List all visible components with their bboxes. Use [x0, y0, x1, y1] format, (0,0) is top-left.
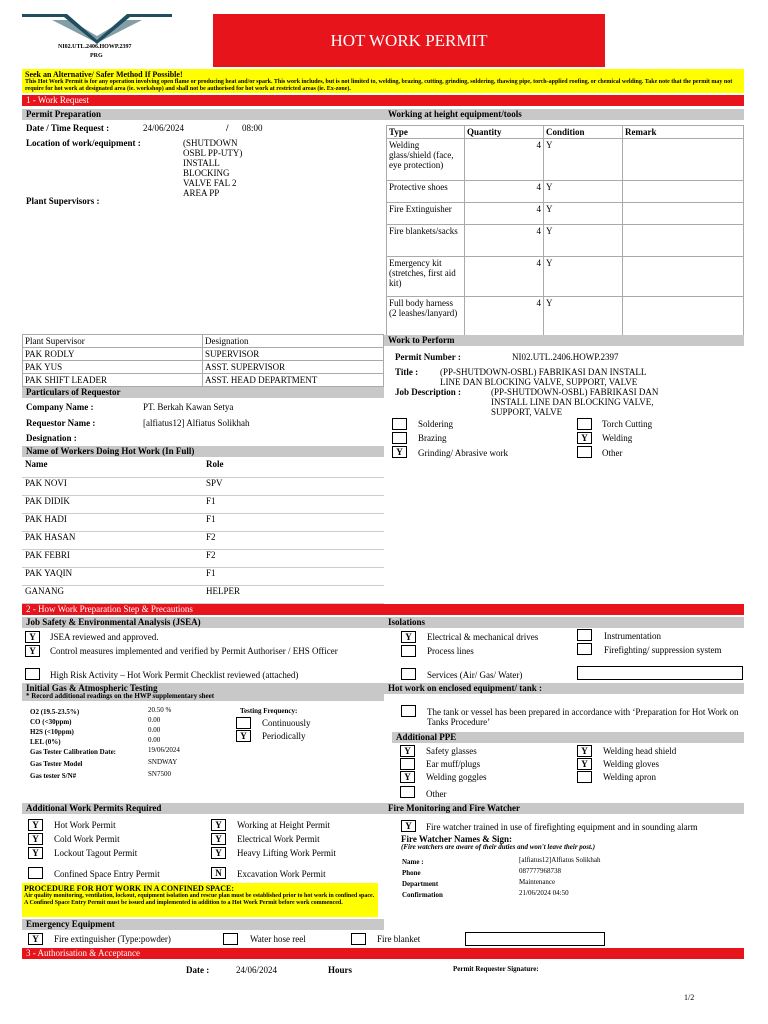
enclosed-header: Hot work on enclosed equipment/ tank : [384, 683, 744, 694]
continuously-label: Continuously [262, 718, 311, 728]
water-hose-label: Water hose reel [250, 934, 306, 944]
jsea-reviewed-label: JSEA reviewed and approved. [50, 632, 159, 642]
notice-body: This Hot Work Permit is for any operation involving open flame or producing heat and/or spark. This work includes, but is not limited to, welding, brazing, cutting, grinding, soldering, thawing pipe, torch-applied roofing, or chemical welding. Take note that the permit may not require for hot work at designated area (ie. workshop) and shall not be authorised for hot work at restricted areas (ie. Ex-zone). [25, 79, 733, 92]
jsea-header: Job Safety & Environmental Analysis (JSEA) [22, 617, 384, 628]
welding-apron-checkbox[interactable] [577, 771, 592, 783]
fire-watcher-details [402, 856, 742, 900]
electrical-permit-checkbox[interactable]: Y [211, 833, 226, 845]
table-row: PAK FEBRI F2 [22, 549, 384, 567]
table-row: Fire blankets/sacks 4 Y [387, 225, 744, 257]
electrical-permit-label: Electrical Work Permit [237, 834, 320, 844]
fire-watcher-names-title: Fire Watcher Names & Sign: [401, 834, 512, 844]
welding-head-shield-checkbox[interactable]: Y [577, 745, 592, 757]
doc-number: NI02.UTL.2406.HOWP.2397 [58, 44, 132, 50]
welding-goggles-checkbox[interactable]: Y [400, 771, 415, 783]
safety-notice [22, 69, 744, 93]
table-row: Full body harness (2 leashes/lanyard) 4 Y [387, 297, 744, 337]
electrical-isolation-checkbox[interactable]: Y [401, 631, 416, 643]
designation-label: Designation : [26, 433, 77, 443]
fire-watcher-trained-label: Fire watcher trained in use of firefighting equipment and in sounding alarm [426, 822, 698, 832]
requestor-name-label: Requestor Name : [26, 418, 96, 428]
heavy-lifting-permit-checkbox[interactable]: Y [211, 847, 226, 859]
excavation-permit-checkbox[interactable]: N [211, 867, 226, 879]
soldering-checkbox[interactable] [392, 418, 407, 430]
fire-blanket-checkbox[interactable] [351, 933, 366, 945]
permits-header: Additional Work Permits Required [22, 803, 384, 814]
col-remark: Remark [623, 126, 744, 139]
gas-row: H2S (<10ppm) 0.00 [30, 726, 161, 736]
location-value: (SHUTDOWN OSBL PP-UTY) INSTALL BLOCKING VALVE FAL 2 AREA PP [183, 138, 243, 198]
company-label: Company Name : [26, 402, 94, 412]
page-number: 1/2 [684, 993, 695, 1002]
soldering-label: Soldering [418, 419, 453, 429]
welding-apron-label: Welding apron [603, 772, 657, 782]
control-measures-checkbox[interactable]: Y [25, 645, 40, 657]
table-row: Welding glass/shield (face, eye protection) 4 Y [387, 139, 744, 181]
lockout-permit-checkbox[interactable]: Y [28, 847, 43, 859]
jsea-reviewed-checkbox[interactable]: Y [25, 631, 40, 643]
firefighting-system-label: Firefighting/ suppression system [604, 645, 722, 655]
continuously-checkbox[interactable] [236, 717, 251, 729]
other-ppe-label: Other [426, 789, 447, 799]
job-description-value: (PP-SHUTDOWN-OSBL) FABRIKASI DAN INSTALL LINE DAN BLOCKING VALVE, SUPPORT, VALVE [491, 387, 659, 417]
gas-row: CO (<30ppm) 0.00 [30, 716, 161, 726]
cold-work-permit-checkbox[interactable]: Y [28, 833, 43, 845]
company-logo [22, 14, 172, 44]
location-label: Location of work/equipment : [26, 138, 141, 148]
workers-header: Name of Workers Doing Hot Work (In Full) [22, 446, 384, 457]
date-value: 24/06/2024 [143, 123, 185, 133]
other-work-checkbox[interactable] [577, 446, 592, 458]
isolations-header: Isolations [384, 617, 744, 628]
gas-row: Gas tester S/N# SN7500 [30, 770, 171, 780]
safety-glasses-checkbox[interactable]: Y [400, 745, 415, 757]
fire-watcher-trained-checkbox[interactable]: Y [401, 820, 416, 832]
process-lines-checkbox[interactable] [401, 645, 416, 657]
lockout-permit-label: Lockout Tagout Permit [54, 848, 138, 858]
table-row: Emergency kit (stretches, first aid kit) 4 Y [387, 257, 744, 297]
permit-preparation-header: Permit Preparation [22, 109, 384, 120]
working-height-permit-checkbox[interactable]: Y [211, 819, 226, 831]
periodically-checkbox[interactable]: Y [236, 730, 251, 742]
other-work-label: Other [602, 448, 623, 458]
checklist-checkbox[interactable] [25, 668, 40, 680]
fire-monitoring-header: Fire Monitoring and Fire Watcher [384, 803, 744, 814]
detail-row: Confirmation 21/06/2024 04:50 [402, 889, 569, 899]
table-row: PAK HADI F1 [22, 513, 384, 531]
gas-testing-header: Initial Gas & Atmospheric Testing * Record additional readings on the HWP supplementary sheet [22, 683, 384, 701]
section-3-header: 3 - Authorisation & Acceptance [22, 948, 744, 959]
tank-prepared-checkbox[interactable] [401, 705, 416, 717]
gas-row: Gas Tester Model SNDWAY [30, 758, 178, 768]
table-row: PAK DIDIK F1 [22, 495, 384, 513]
fire-extinguisher-label: Fire extinguisher (Type:powder) [54, 934, 171, 944]
gas-row: LEL (0%) 0.00 [30, 736, 161, 746]
table-row: PAK HASAN F2 [22, 531, 384, 549]
table-row: Fire Extinguisher 4 Y [387, 203, 744, 225]
detail-row: Name : [alfiatus12]Alfiatus Solikhah [402, 856, 601, 866]
grinding-checkbox[interactable]: Y [392, 446, 407, 458]
torch-cutting-label: Torch Cutting [602, 419, 653, 429]
services-label: Services (Air/ Gas/ Water) [427, 670, 523, 680]
tank-prepared-label: The tank or vessel has been prepared in accordance with ‘Preparation for Hot Work on Tanks Procedure’ [427, 707, 739, 727]
table-row: PAK NOVI SPV [22, 477, 384, 495]
welding-gloves-label: Welding gloves [603, 759, 660, 769]
grinding-label: Grinding/ Abrasive work [418, 448, 508, 458]
checklist-label: High Risk Activity – Hot Work Permit Checklist reviewed (attached) [50, 670, 299, 680]
ear-muff-label: Ear muff/plugs [426, 759, 481, 769]
time-value: 08:00 [242, 123, 263, 133]
auth-date-label: Date : [186, 965, 210, 975]
gas-row: Gas Tester Calibration Date: 19/06/2024 [30, 746, 180, 756]
requestor-header: Particulars of Requestor [22, 387, 384, 398]
permit-number-value: NI02.UTL.2406.HOWP.2397 [512, 352, 619, 362]
firefighting-system-checkbox[interactable] [577, 643, 592, 655]
heavy-lifting-permit-label: Heavy Lifting Work Permit [237, 848, 336, 858]
plant-supervisors-label: Plant Supervisors : [26, 196, 100, 206]
requester-signature-label: Permit Requester Signature: [453, 965, 539, 973]
process-lines-label: Process lines [427, 646, 474, 656]
gas-readings [30, 706, 210, 782]
auth-hours-label: Hours [328, 965, 353, 975]
col-quantity: Quantity [465, 126, 544, 139]
confined-space-procedure: PROCEDURE FOR HOT WORK IN A CONFINED SPACE: Air quality monitoring, ventilation, lockout, equipment isolation and rescue plan must be established prior to hot work in confined space. A Confined Space Entry Permit must be issued and implemented in addition to a Hot Work Permit before work commenced. [22, 883, 378, 917]
equipment-table [386, 125, 744, 337]
work-title-label: Title : [395, 367, 419, 377]
work-title-value: (PP-SHUTDOWN-OSBL) FABRIKASI DAN INSTALL LINE DAN BLOCKING VALVE, SUPPORT, VALVE [440, 367, 647, 387]
page-title: HOT WORK PERMIT [213, 14, 605, 67]
safety-glasses-label: Safety glasses [426, 746, 477, 756]
fire-watcher-note: (Fire watchers are aware of their duties and won't leave their post.) [401, 843, 596, 851]
section-1-header: 1 - Work Request [22, 95, 744, 106]
detail-row: Department Maintenance [402, 878, 556, 888]
ear-muff-checkbox[interactable] [400, 758, 415, 770]
services-checkbox[interactable] [401, 668, 416, 680]
section-2-header: 2 - How Work Preparation Step & Precautions [22, 604, 744, 615]
table-row: PAK YUS ASST. SUPERVISOR [23, 361, 384, 374]
brazing-checkbox[interactable] [392, 432, 407, 444]
welding-head-shield-label: Welding head shield [603, 746, 677, 756]
notice-heading: Seek an Alternative/ Safer Method If Possible! [25, 70, 183, 79]
periodically-label: Periodically [262, 731, 306, 741]
hot-work-permit-checkbox[interactable]: Y [28, 819, 43, 831]
ppe-header: Additional PPE [392, 732, 744, 743]
instrumentation-checkbox[interactable] [577, 629, 592, 641]
col-type: Type [387, 126, 465, 139]
company-value: PT. Berkah Kawan Setya [143, 402, 234, 412]
work-header: Work to Perform [384, 335, 744, 346]
water-hose-checkbox[interactable] [223, 933, 238, 945]
workers-table: Name Role PAK NOVI SPV PAK DIDIK F1 PAK HADI F1 PAK HASAN F2 PAK FEBRI F2 PAK YAQIN F1 GANANG HELPER [22, 459, 384, 604]
confined-space-permit-checkbox[interactable] [28, 867, 43, 879]
welding-goggles-label: Welding goggles [426, 772, 487, 782]
excavation-permit-label: Excavation Work Permit [237, 869, 326, 879]
other-ppe-checkbox[interactable] [400, 786, 415, 798]
emergency-header: Emergency Equipment [22, 919, 384, 930]
date-label: Date / Time Request : [26, 123, 110, 133]
supervisors-table: Plant Supervisor Designation PAK RODLY SUPERVISOR PAK YUS ASST. SUPERVISOR PAK SHIFT LEADER ASST. HEAD DEPARTMENT [22, 334, 384, 387]
working-height-permit-label: Working at Height Permit [237, 820, 331, 830]
services-other-field[interactable] [577, 666, 743, 680]
control-measures-label: Control measures implemented and verified by Permit Authoriser / EHS Officer [50, 646, 338, 656]
cold-work-permit-label: Cold Work Permit [54, 834, 120, 844]
requestor-name-value: [alfiatus12] Alfiatus Solikhah [143, 418, 250, 428]
torch-cutting-checkbox[interactable] [577, 418, 592, 430]
fire-blanket-label: Fire blanket [377, 934, 421, 944]
col-condition: Condition [544, 126, 623, 139]
table-row: PAK SHIFT LEADER ASST. HEAD DEPARTMENT [23, 374, 384, 387]
hot-work-permit-label: Hot Work Permit [54, 820, 116, 830]
table-row: Protective shoes 4 Y [387, 181, 744, 203]
emergency-other-field[interactable] [465, 932, 605, 946]
brazing-label: Brazing [418, 433, 447, 443]
detail-row: Phone 087777968738 [402, 867, 561, 877]
permit-number-label: Permit Number : [395, 352, 461, 362]
welding-gloves-checkbox[interactable]: Y [577, 758, 592, 770]
table-row: PAK RODLY SUPERVISOR [23, 348, 384, 361]
welding-checkbox[interactable]: Y [577, 432, 592, 444]
job-description-label: Job Description : [395, 387, 461, 397]
auth-date-value: 24/06/2024 [236, 965, 278, 975]
doc-unit: PRG [90, 53, 103, 59]
welding-label: Welding [602, 433, 633, 443]
confined-space-permit-label: Confined Space Entry Permit [54, 869, 160, 879]
electrical-isolation-label: Electrical & mechanical drives [427, 632, 539, 642]
testing-frequency-label: Testing Frequency: [240, 707, 298, 715]
table-row: GANANG HELPER [22, 585, 384, 603]
fire-extinguisher-checkbox[interactable]: Y [28, 933, 43, 945]
equipment-header: Working at height equipment/tools [384, 109, 744, 120]
table-row: PAK YAQIN F1 [22, 567, 384, 585]
gas-row: O2 (19.5-23.5%) 20.50 % [30, 706, 172, 716]
date-slash: / [226, 123, 229, 133]
instrumentation-label: Instrumentation [604, 631, 661, 641]
